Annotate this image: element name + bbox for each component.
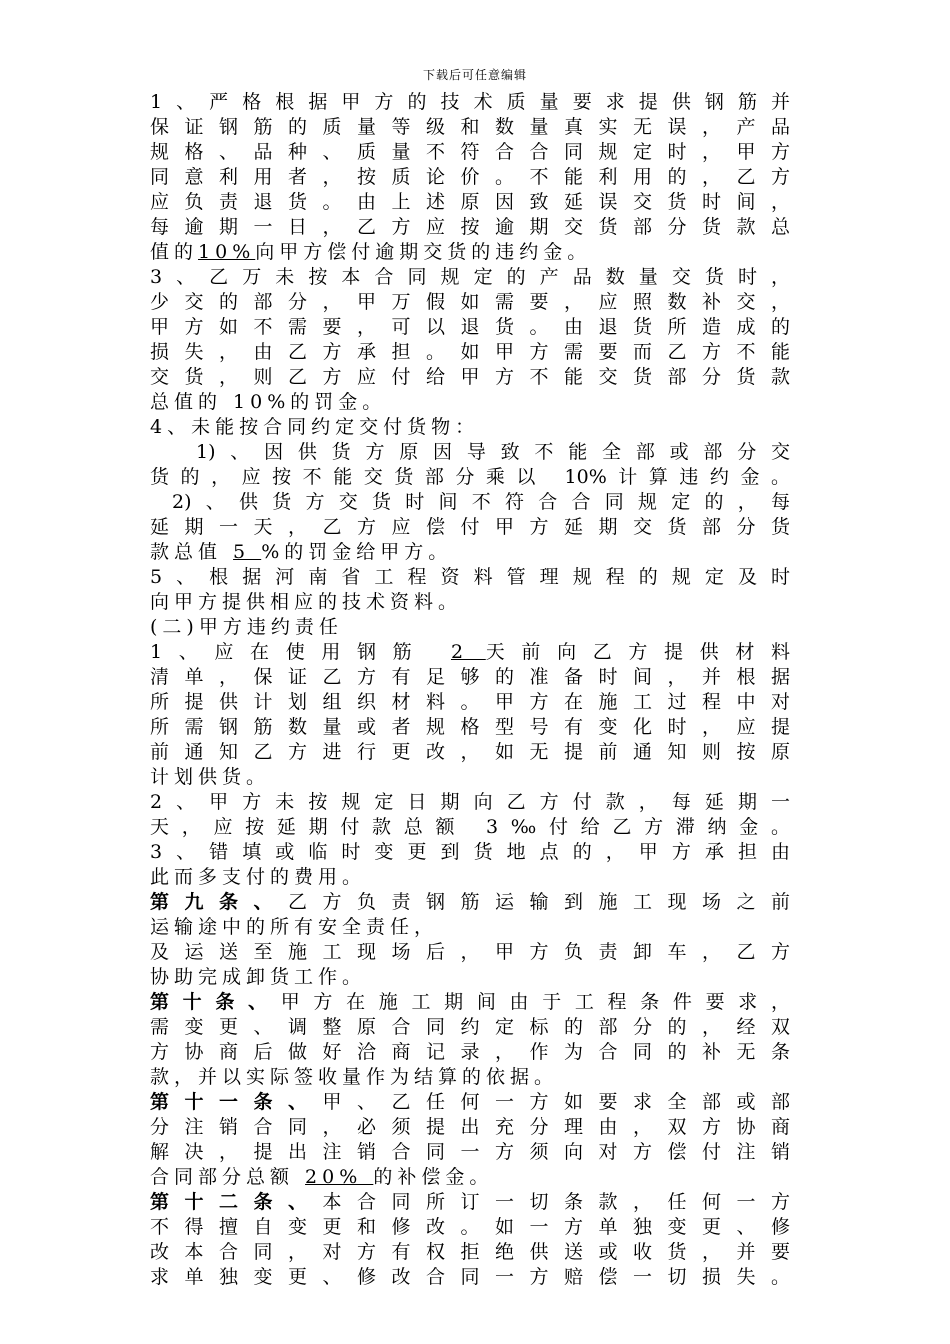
text-segment: 每逾期一日，乙方应按逾期交货部分货款总 <box>150 216 790 238</box>
text-line <box>150 565 790 590</box>
text-line <box>150 865 790 890</box>
text-segment: 2)、供货方交货时间不符合合同规定的，每 <box>172 491 790 513</box>
text-line <box>150 1015 790 1040</box>
article-heading: 第十条、 <box>150 991 281 1013</box>
text-line <box>150 890 790 915</box>
filled-blank: 10% <box>198 241 256 263</box>
text-segment: 此而多支付的费用。 <box>150 866 367 888</box>
text-segment: 天前向乙方提供材料 <box>485 641 790 663</box>
text-line <box>150 515 790 540</box>
filled-blank: 2 <box>450 641 486 663</box>
contract-body <box>150 90 790 1290</box>
text-segment: 值的 <box>150 241 199 263</box>
text-line <box>150 1040 790 1065</box>
text-segment: 分注销合同，必须提出充分理由，双方协商 <box>150 1116 790 1138</box>
text-line <box>150 665 790 690</box>
text-line <box>150 240 790 265</box>
text-line <box>150 715 790 740</box>
text-line <box>150 90 790 115</box>
text-segment: 及运送至施工现场后，甲方负责卸车，乙方 <box>150 941 790 963</box>
text-segment: 方协商后做好洽商记录，作为合同的补无条 <box>150 1041 790 1063</box>
text-line <box>150 640 790 665</box>
text-segment: 款，并以实际签收量作为结算的依据。 <box>150 1066 559 1088</box>
text-line <box>150 315 790 340</box>
text-line <box>150 290 790 315</box>
text-line <box>150 140 790 165</box>
text-line <box>150 1065 790 1090</box>
text-line <box>150 265 790 290</box>
text-segment: 的补偿金。 <box>373 1166 494 1188</box>
text-line <box>150 740 790 765</box>
text-segment: 1、严格根据甲方的技术质量要求提供钢筋并 <box>150 91 790 113</box>
text-line <box>150 190 790 215</box>
text-segment: 甲方如不需要，可以退货。由退货所造成的 <box>150 316 790 338</box>
text-segment: 款总值 <box>150 541 234 563</box>
text-segment: 损失，由乙方承担。如甲方需要而乙方不能 <box>150 341 790 363</box>
text-segment: 天，应按延期付款总额 3‰付给乙方滞纳金。 <box>150 816 790 838</box>
article-heading: 第九条、 <box>150 891 288 913</box>
text-segment: %的罚金给甲方。 <box>261 541 453 563</box>
text-segment: 少交的部分，甲万假如需要，应照数补交， <box>150 291 790 313</box>
text-segment: 总值的 10%的罚金。 <box>150 391 387 413</box>
text-line <box>150 165 790 190</box>
text-segment: 向甲方偿付逾期交货的违约金。 <box>255 241 592 263</box>
text-segment: 前通知乙方进行更改，如无提前通知则按原 <box>150 741 790 763</box>
text-line <box>150 615 790 640</box>
text-segment: 不得擅自变更和修改。如一方单独变更、修 <box>150 1216 790 1238</box>
text-line <box>150 965 790 990</box>
text-segment: 向甲方提供相应的技术资料。 <box>150 591 463 613</box>
text-line <box>150 590 790 615</box>
text-segment: 2、甲方未按规定日期向乙方付款，每延期一 <box>150 791 790 813</box>
text-line <box>150 765 790 790</box>
text-segment: 甲方在施工期间由于工程条件要求， <box>280 991 790 1013</box>
text-segment: 规格、品种、质量不符合合同规定时，甲方 <box>150 141 790 163</box>
text-segment: 3、乙万未按本合同规定的产品数量交货时， <box>150 266 790 288</box>
text-line <box>150 940 790 965</box>
text-line <box>150 465 790 490</box>
text-line <box>150 690 790 715</box>
text-segment: 运输途中的所有安全责任， <box>150 916 439 938</box>
text-line <box>150 1165 790 1190</box>
text-line <box>150 365 790 390</box>
text-line <box>150 815 790 840</box>
text-segment: 协助完成卸货工作。 <box>150 966 367 988</box>
article-heading: 第十二条、 <box>150 1191 323 1213</box>
text-line <box>150 415 790 440</box>
text-segment: 合同部分总额 <box>150 1166 306 1188</box>
text-line <box>150 990 790 1015</box>
text-line <box>150 115 790 140</box>
text-segment: 1、应在使用钢筋 <box>150 641 451 663</box>
text-segment: 本合同所订一切条款，任何一方 <box>322 1191 790 1213</box>
text-line <box>150 340 790 365</box>
text-segment: 求单独变更、修改合同一方赔偿一切损失。 <box>150 1266 790 1288</box>
text-segment: 清单，保证乙方有足够的准备时间，并根据 <box>150 666 790 688</box>
text-line <box>150 490 790 515</box>
filled-blank: 20% <box>305 1166 374 1188</box>
text-segment: 乙方负责钢筋运输到施工现场之前 <box>288 891 790 913</box>
text-line <box>150 915 790 940</box>
text-segment: 保证钢筋的质量等级和数量真实无误，产品 <box>150 116 790 138</box>
text-line <box>150 1265 790 1290</box>
text-segment: 货的，应按不能交货部分乘以 10%计算违约金。 <box>150 466 790 488</box>
text-line <box>150 1140 790 1165</box>
text-line <box>150 1115 790 1140</box>
text-segment: 计划供货。 <box>150 766 271 788</box>
filled-blank: 5 <box>233 541 262 563</box>
text-line <box>150 1240 790 1265</box>
article-heading: 第十一条、 <box>150 1091 323 1113</box>
text-segment: 延期一天，乙方应偿付甲方延期交货部分货 <box>150 516 790 538</box>
text-segment: 所需钢筋数量或者规格型号有变化时，应提 <box>150 716 790 738</box>
text-segment: 5、根据河南省工程资料管理规程的规定及时 <box>150 566 790 588</box>
text-line <box>150 840 790 865</box>
text-segment: 4、未能按合同约定交付货物： <box>150 416 480 438</box>
text-segment: 应负责退货。由上述原因致延误交货时间， <box>150 191 790 213</box>
text-line <box>150 1190 790 1215</box>
text-segment: 交货，则乙方应付给甲方不能交货部分货款 <box>150 366 790 388</box>
text-segment: 同意利用者，按质论价。不能利用的，乙方 <box>150 166 790 188</box>
text-line <box>150 390 790 415</box>
text-segment: 3、错填或临时变更到货地点的，甲方承担由 <box>150 841 790 863</box>
page-header: 下载后可任意编辑 <box>422 68 527 82</box>
text-segment: 改本合同，对方有权拒绝供送或收货，并要 <box>150 1241 790 1263</box>
text-segment: 解决，提出注销合同一方须向对方偿付注销 <box>150 1141 790 1163</box>
text-line <box>150 1090 790 1115</box>
text-segment: 需变更、调整原合同约定标的部分的，经双 <box>150 1016 790 1038</box>
text-line <box>150 790 790 815</box>
text-line <box>150 440 790 465</box>
text-segment: 1)、因供货方原因导致不能全部或部分交 <box>196 441 790 463</box>
text-segment: (二)甲方违约责任 <box>150 616 343 638</box>
text-line <box>150 540 790 565</box>
text-segment: 甲、乙任何一方如要求全部或部 <box>322 1091 790 1113</box>
text-segment: 所提供计划组织材料。甲方在施工过程中对 <box>150 691 790 713</box>
text-line <box>150 215 790 240</box>
text-line <box>150 1215 790 1240</box>
